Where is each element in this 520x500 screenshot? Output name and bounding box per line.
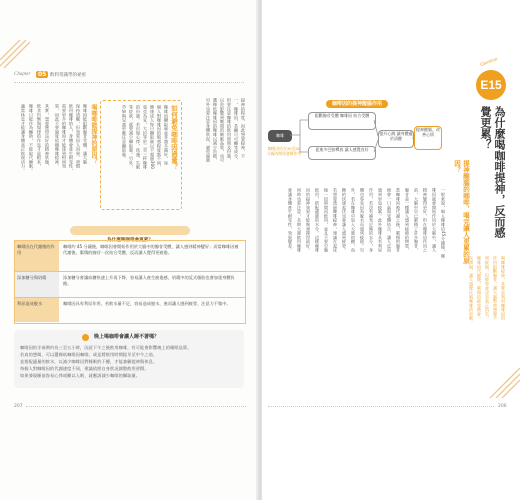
text-column: 以免影響到晚間的睡眠品質，也可 (220, 98, 225, 163)
sidebar-summary (454, 256, 506, 366)
question-title: 為什麼喝咖啡提神，反而感覺更累？ (479, 106, 506, 238)
diagram-note: 咖啡因約在30至60分鐘內開始發揮作用 (266, 146, 302, 156)
diagram-coffee-node: 咖啡 (268, 130, 292, 142)
diagram (266, 100, 442, 178)
footer-rule (26, 406, 246, 407)
body-line: 糖的快速起伏也會讓人感到疲勞。 (342, 188, 347, 253)
q2-block (52, 100, 98, 208)
body-line: 後一段時間再飲用，並且不要空腹 (324, 188, 329, 253)
info-table (14, 240, 246, 324)
text-column: 選擇低咖啡因的咖啡以減少負擔， (213, 98, 218, 163)
table-row-text: 咖啡因具有利尿作用，若飲水量不足，容易造成脫水，進而讓人感到疲勞、注意力不集中。 (63, 301, 231, 306)
text-column: 但要注意咖啡的飲用時間及份量， (227, 98, 232, 163)
tip-icon (82, 334, 89, 341)
q2-line: 飲用咖啡的人，身體會產生耐受性， (69, 104, 74, 173)
body-line: 因的提神效果才能夠發揮得最好。 (306, 188, 311, 253)
sidebar-line: 喝咖啡提神，其實是利用咖啡因的 (501, 256, 506, 321)
tip-line: 如果發現睡前容易心悸或難以入眠，就應該減少咖啡的攝取量。 (20, 373, 141, 378)
text-column: 一，咖啡因，茶鹼可可鹼等成分， (234, 98, 239, 163)
table-title-bar (70, 226, 190, 243)
table-row-text: 添加糖分會讓血糖快速上升再下降，容易讓人產生疲倦感，奶精中的反式脂肪也會加重身體負擔。 (63, 275, 235, 286)
body-line: 腺苷是一種讓人感到疲倦的物質， (405, 188, 410, 253)
text-column: 另外也要注意身體狀況，避免過量 (206, 98, 211, 163)
q1-line: 健康成人每日攝取量以不超過300 (150, 105, 155, 170)
chapter-label: Chapter (14, 72, 31, 77)
diagram-connectors (266, 100, 442, 178)
chapter-title: 飲料常識學的祕密 (50, 73, 86, 78)
q2-line: 需要更多的咖啡因才能達到相同效 (62, 104, 67, 169)
note-line: 適當休息才能讓身體真正恢復活力。 (21, 104, 26, 173)
note-block (12, 100, 50, 208)
q2-heading: 喝咖啡能提神的原因？ (90, 104, 97, 164)
chapter-number: 05 (38, 71, 47, 78)
page-number-left: 207 (14, 404, 23, 409)
diagram-node-a: 阻斷腺苷受體 咖啡因 結合受體 (308, 112, 376, 130)
page-number-right: 206 (498, 404, 507, 409)
body-line: 若想要透過咖啡提神，建議在起床 (333, 188, 338, 253)
footer-rule (268, 406, 494, 407)
header-rule (14, 82, 244, 83)
q1-line: 孕婦與兒童更應注意攝取量。 (122, 105, 127, 161)
body-line: 同時也要注意，長期大量飲用咖啡 (297, 188, 302, 253)
tip-line: 若真的想喝，可以選擇低咖啡因咖啡，或是將飲用時間提早至中午之前， (20, 352, 158, 357)
body-line: 飲用，搭配適量的水分，這樣咖啡 (315, 188, 320, 253)
left-page (0, 0, 258, 500)
table-title: 為什麼喝咖啡會更累？ (107, 238, 153, 243)
table-row-label: 添加糖分與奶精 (15, 272, 59, 297)
body-line: 前，大腦中早已累積了許多腺苷， (414, 188, 419, 253)
tip-line: 咖啡因的半衰期約為三至五小時，因此下午之後飲用咖啡，有可能會影響晚上的睡眠品質。 (20, 345, 192, 350)
q2-line: 果，因此不要過度依賴咖啡提神。 (55, 104, 60, 169)
left-body-block (186, 98, 246, 208)
sidebar-line: 咖啡因代謝後，累積的疲勞便會一 (477, 256, 482, 321)
right-page (262, 0, 520, 500)
tip-box (14, 330, 244, 388)
body-line: 精神變得更好，但在咖啡因作用之 (423, 188, 428, 253)
q1-line: 等症狀，就要減少攝取量。另外， (129, 105, 134, 170)
body-line: 體也容易因為脫水而感到疲倦。另 (360, 188, 365, 253)
note-line: 飲食均衡與規律的作息才是根本， (37, 104, 42, 169)
q1-line: 的份量。若出現心悸、焦慮、失眠 (136, 105, 141, 170)
tip-line: 每個人對咖啡因的代謝速度不同，建議依照自身狀況調整飲用習慣。 (20, 366, 149, 371)
body-line: 作用，若沒有補充足夠的水分，身 (369, 188, 374, 253)
q2-line: 咖啡因能阻斷腺苷受體，讓大腦 (83, 104, 88, 165)
table-divider (15, 271, 245, 272)
sidebar-line: 到疲倦，但疲勞並沒有真正消失。 (485, 256, 490, 321)
stripe-decoration (488, 366, 520, 398)
diagram-node-c: 提升心跳 讓身體處於清醒 (378, 130, 414, 148)
q1-line: 個人對咖啡因的敏感程度都不同， (157, 105, 162, 170)
q1-line: 毫克為宜，大約等於二至三杯咖啡 (143, 105, 148, 170)
text-column: 提神的程度，因此想要提神，不 (241, 98, 246, 159)
q1-box (100, 100, 182, 210)
body-line: 便會一口氣與受體結合，讓人反而 (387, 188, 392, 253)
question-badge: E15 (476, 70, 506, 100)
body-line: 會讓身體產生耐受性，效果變差。 (288, 188, 293, 253)
diagram-result-node: 提神醒腦、改善心情 (414, 126, 442, 150)
chapter-header (14, 72, 104, 82)
sidebar-line: 次湧現，讓人感覺比喝咖啡前更累。 (469, 256, 474, 325)
stripe-decoration (0, 40, 30, 70)
body-line: 外，若在咖啡中加入大量的糖，血 (351, 188, 356, 253)
q1-line: 咖啡因攝取量並非越多越好，每 (164, 105, 169, 166)
sidebar-line: 作用阻斷腺苷，讓大腦暫時感覺不 (493, 256, 498, 321)
question-label: Question (479, 57, 499, 68)
table-row-text: 咖啡約 45 分鐘後，咖啡因會開始作用於大腦中的腺苷受體，讓人感到精神變好；而當咖啡因被代謝後，累積的腺苷一次結合受體，反而讓人覺得更疲倦。 (63, 244, 239, 255)
q1-heading-text: 如何避免咖啡因過量？ (170, 105, 178, 170)
table-row-label: 利尿造成脫水 (15, 298, 59, 322)
table-divider (15, 297, 245, 298)
tip-line: 並搭配適量的飲水，以減少咖啡因對睡眠的干擾，才能兼顧提神與休息。 (20, 359, 158, 364)
diagram-node-b: 促進多巴胺釋放 讓人感覺良好 (308, 146, 376, 160)
tip-title: 晚上喝咖啡會讓人睡不著嗎？ (94, 334, 160, 340)
note-line: 其實，想要獲得良好的精神狀態， (45, 104, 50, 169)
table-row-label: 咖啡因在代謝後的作用 (15, 241, 59, 271)
body-line: 啡因就會開始作用於大腦中，讓人 (432, 188, 437, 253)
body-line: 一般來說，喝入咖啡約45分鐘後，咖 (441, 188, 446, 258)
q2-line: 保持清醒，但效果因人而異。習慣 (76, 104, 81, 169)
right-body-block (270, 188, 446, 338)
body-line: 當咖啡因被代謝之後，累積的腺苷 (396, 188, 401, 253)
diagram-title: 咖啡因的提神醒腦作用 (326, 100, 388, 108)
subtitle: 提神醒腦的咖啡，喝完讓人更累的原因？ (453, 160, 470, 264)
note-line: 咖啡只能作為輔助，不能取代睡眠。 (29, 104, 34, 173)
body-line: 感到更加疲累。此外咖啡具有利尿 (378, 188, 383, 253)
